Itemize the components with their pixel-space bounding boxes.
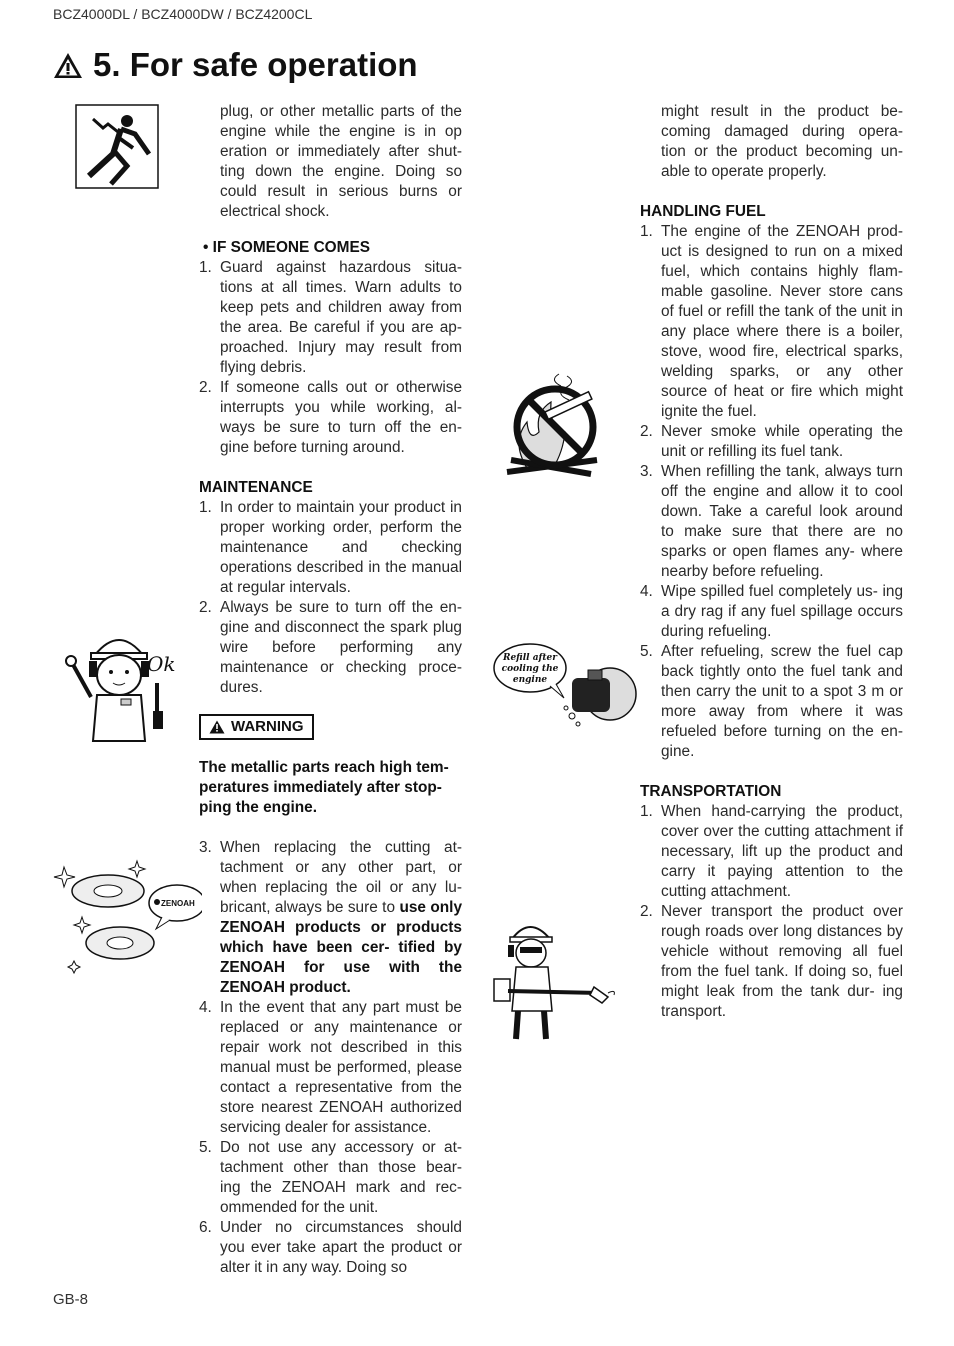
list-item: 2. Never smoke while operating the unit or refilling its fuel tank. [640, 423, 903, 460]
model-header: BCZ4000DL / BCZ4000DW / BCZ4200CL [53, 6, 313, 22]
list-item: 1. In order to maintain your product in proper working order, perform the maintenance and checking operations described in the manual at regular intervals. [199, 499, 462, 596]
handling-fuel-heading: HANDLING FUEL [640, 203, 766, 220]
zenoah-logo-text: ZENOAH [161, 899, 195, 908]
page-number: GB-8 [53, 1291, 89, 1308]
list-item: 3. When refilling the tank, always turn off the engine and allow it to cool down. Take a careful look around to make sure that there are no sparks or open flames any- where nearby before refueling. [640, 463, 903, 580]
ok-text: Ok [147, 652, 176, 676]
section-title: 5. For safe operation [93, 46, 418, 83]
if-someone-comes-heading: • IF SOMEONE COMES [203, 239, 371, 256]
refill-bubble-line2: cooling the [501, 664, 559, 674]
transportation-heading: TRANSPORTATION [640, 783, 782, 800]
worker-ok-illustration [63, 625, 181, 743]
list-item: 6. Under no circumstances should you ever take apart the product or alter it in any way. Doing so [199, 1219, 462, 1276]
list-item: 3. When replacing the cutting at- tachment or any other part, or when replacing the oil or any lu- bricant, always be sure to use only ZENOAH products or products which have been cer- tified by ZENOAH for use with the ZENOAH product. [199, 839, 462, 996]
zenoah-blades-illustration [52, 857, 202, 975]
list-item: 5. After refueling, screw the fuel cap back tightly onto the fuel tank and then carry the unit to a spot 3 m or more away from where it was refueled before turning on the en- gine. [640, 643, 903, 760]
page-title [53, 46, 418, 84]
maintenance-list [199, 498, 462, 698]
list-item: 5. Do not use any accessory or at- tachment other than those bear- ing the ZENOAH mark and rec- ommended for the unit. [199, 1139, 462, 1216]
item3-text: When replacing the cutting at- tachment or any other part, or when replacing the oil or any lu- bricant, always be sure to [220, 839, 462, 916]
list-item: 1. The engine of the ZENOAH prod- uct is designed to run on a mixed fuel, which contains highly flam- mable gasoline. Never store cans of fuel or refill the tank of the unit in any place where there is a boiler, stove, wood fire, electrical sparks, welding sparks, or any other source of heat or fire which might ignite the fuel. [640, 223, 903, 420]
list-item: 4. In the event that any part must be replaced or any maintenance or repair work not described in this manual must be performed, please contact a representative from the store nearest ZENOAH authorized servicing dealer for assistance. [199, 999, 462, 1136]
list-item: 4. Wipe spilled fuel completely us- ing a dry rag if any fuel spillage occurs during refueling. [640, 583, 903, 640]
refill-bubble-line3: engine [512, 675, 548, 685]
warning-text: The metallic parts reach high tem- peratures immediately after stop- ping the engine. [199, 759, 449, 816]
someone-list [199, 258, 462, 458]
refill-after-cooling-illustration [492, 640, 642, 730]
list-item: 2. Always be sure to turn off the en- gine and disconnect the spark plug wire before performing any maintenance or checking proce- dures. [199, 599, 462, 696]
no-smoking-fire-icon [505, 372, 605, 478]
refill-bubble-line1: Refill after [502, 653, 558, 663]
electric-shock-icon [75, 104, 159, 189]
parts-list [199, 838, 462, 1278]
list-item: 1. When hand-carrying the product, cover over the cutting attachment if necessary, lift up the product and carry it paying attention to the cutting attachment. [640, 803, 903, 900]
column-right [640, 102, 903, 1022]
transportation-list [640, 802, 903, 1022]
intro-paragraph: might result in the product be- coming damaged during opera- tion or the product becoming un- able to operate properly. [661, 103, 903, 180]
warning-triangle-icon [209, 720, 225, 734]
item3-bold-text: use only ZENOAH products or products which have been cer- tified by ZENOAH for use with the ZENOAH product. [220, 899, 462, 996]
list-item: 1. Guard against hazardous situa- tions at all times. Warn adults to keep pets and children away from the area. Be careful if you are ap- proached. Injury may result from flying debris. [199, 259, 462, 376]
maintenance-heading: MAINTENANCE [199, 479, 313, 496]
list-item: 2. If someone calls out or otherwise interrupts you while working, al- ways be sure to turn off the en- gine before turning around. [199, 379, 462, 456]
warning-triangle-icon [53, 52, 83, 79]
worker-carrying-trimmer-illustration [490, 915, 620, 1045]
fuel-list [640, 222, 903, 762]
list-item: 2. Never transport the product over rough roads over long distances by vehicle without removing all fuel from the fuel tank. If doing so, fuel might leak from the tank dur- ing transport. [640, 903, 903, 1020]
intro-paragraph: plug, or other metallic parts of the engine while the engine is in op eration or immediately after shut- ting down the engine. Doing so could result in serious burns or electrical shock. [220, 103, 462, 220]
warning-box [199, 714, 314, 740]
warning-label: WARNING [231, 718, 304, 735]
column-left [199, 102, 462, 1278]
